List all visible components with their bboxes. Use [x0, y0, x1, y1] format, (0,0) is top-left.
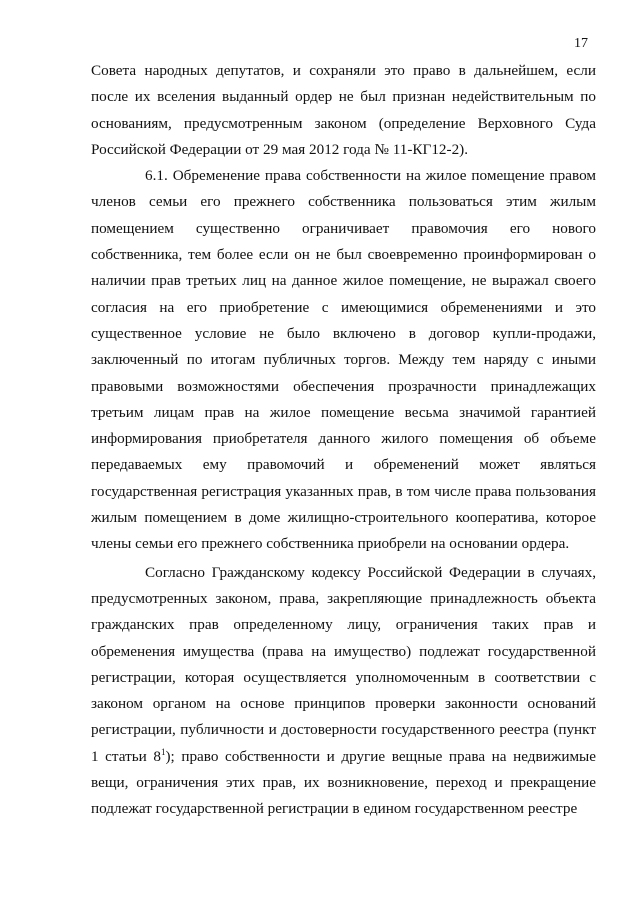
document-body — [91, 58, 596, 823]
paragraph-text-after: ); право собственности и другие вещные права на недвижимые вещи, ограничения этих прав, их возникновение, переход и прекращение подлежат государственной регистрации в едином государственном реестре — [91, 747, 596, 818]
page-number: 17 — [574, 36, 588, 51]
paragraph-text-before: Согласно Гражданскому кодексу Российской Федерации в случаях, предусмотренных законом, права, закрепляющие принадлежность объекта гражданских прав определенному лицу, ограничения таких прав и обременения имущества (права на имущество) подлежат государственной регистрации, которая осуществляется уполномоченным в соответствии с законом органом на основе принципов проверки законности оснований регистрации, публичности и достоверности государственного реестра (пункт 1 статьи 8 — [91, 563, 596, 765]
paragraph-civil-code — [91, 560, 596, 823]
paragraph-6-1: 6.1. Обременение права собственности на жилое помещение правом членов семьи его прежнего собственника пользоваться этим жилым помещением существенно ограничивает правомочия его нового собственника, тем более если он не был своевременно проинформирован о наличии прав третьих лиц на данное жилое помещение, не выражал своего согласия на его приобретение с имеющимися обременениями и это существенное условие не было включено в договор купли-продажи, заключенный по итогам публичных торгов. Между тем наряду с иными правовыми возможностями обеспечения прозрачности принадлежащих третьим лицам прав на жилое помещение весьма значимой гарантией информирования приобретателя данного жилого помещения об объеме передаваемых ему правомочий и обременений может являться государственная регистрация указанных прав, в том числе права пользования жилым помещением в доме жилищно-строительного кооператива, которое члены семьи его прежнего собственника приобрели на основании ордера. — [91, 167, 596, 553]
paragraph-continuation: Совета народных депутатов, и сохраняли это право в дальнейшем, если после их вселения выданный ордер не был признан недействительным по основаниям, предусмотренным законом (определение Верховного Суда Российской Федерации от 29 мая 2012 года № 11-КГ12-2). — [91, 62, 596, 158]
article-superscript: 1 — [160, 746, 166, 757]
